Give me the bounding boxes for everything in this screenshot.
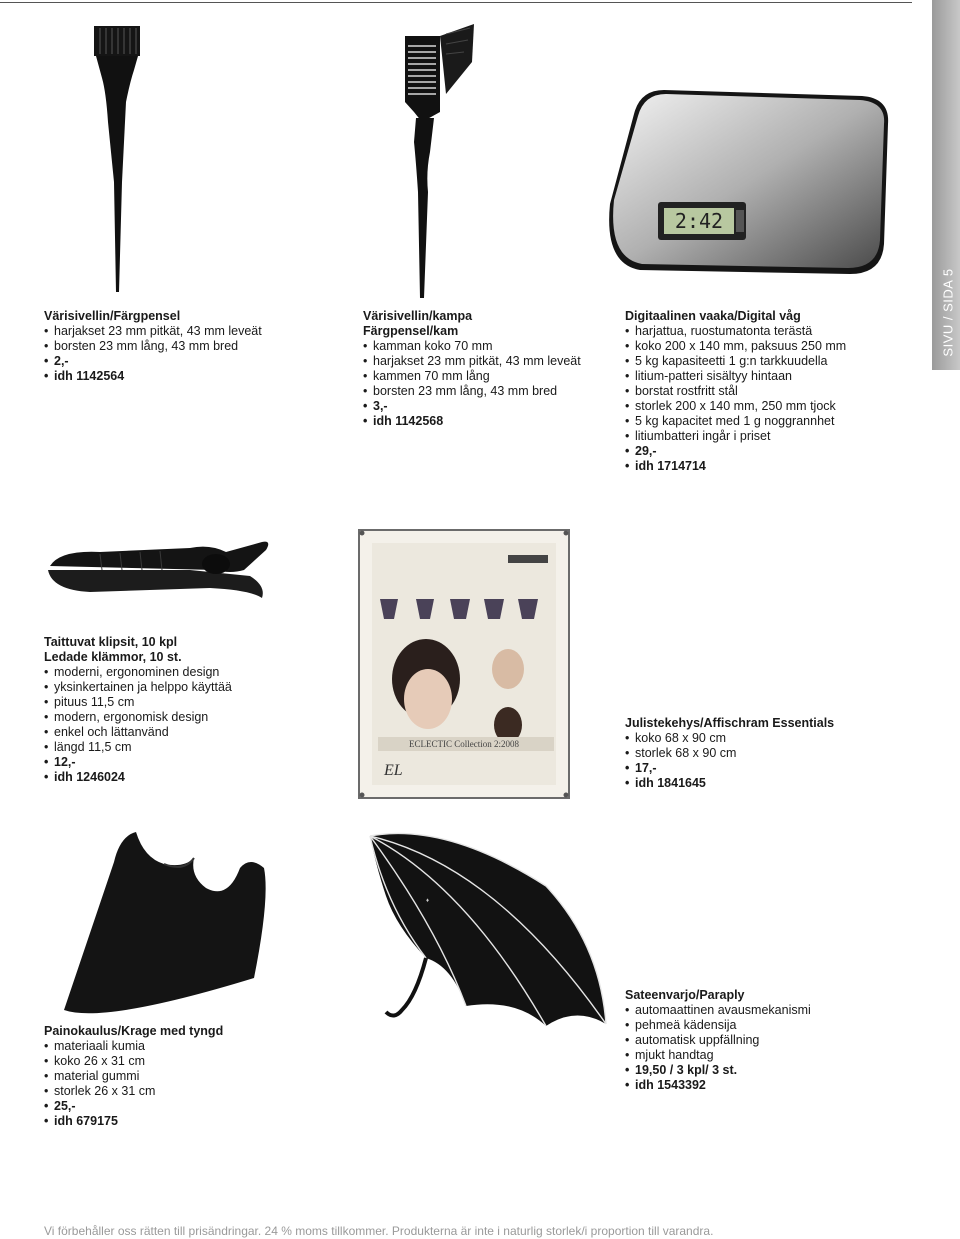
spec-item: • modern, ergonomisk design xyxy=(44,710,334,725)
product-specs-sv xyxy=(44,1069,334,1099)
spec-item: • storlek 26 x 31 cm xyxy=(44,1084,334,1099)
spec-item: • kamman koko 70 mm xyxy=(363,339,623,354)
product-title: Julistekehys/Affischram Essentials xyxy=(625,716,835,730)
spec-item: • storlek 68 x 90 cm xyxy=(625,746,915,761)
page-side-tab xyxy=(932,0,960,370)
product-specs-sv xyxy=(625,1033,915,1063)
spec-item: • harjattua, ruostumatonta terästä xyxy=(625,324,915,339)
brush-comb-image xyxy=(400,22,480,300)
product-title-sv: Färgpensel/kam xyxy=(363,324,459,338)
product-specs-fi xyxy=(363,339,623,369)
product-price-block xyxy=(625,444,915,474)
svg-text:EL: EL xyxy=(384,762,403,779)
spec-item: • borstat rostfritt stål xyxy=(625,384,915,399)
product-poster-frame xyxy=(625,716,915,791)
product-price: • 12,- xyxy=(44,755,334,770)
spec-item: • borsten 23 mm lång, 43 mm bred xyxy=(363,384,623,399)
spec-item: • längd 11,5 cm xyxy=(44,740,334,755)
product-title: Taittuvat klipsit, 10 kpl xyxy=(44,635,178,649)
product-brush-comb xyxy=(363,309,623,429)
spec-item: • koko 68 x 90 cm xyxy=(625,731,915,746)
weighted-collar-image xyxy=(44,828,274,1024)
spec-item: • mjukt handtag xyxy=(625,1048,915,1063)
product-code: • idh 1142564 xyxy=(44,369,324,384)
product-title: Digitaalinen vaaka/Digital våg xyxy=(625,309,801,323)
spec-item: • automaattinen avausmekanismi xyxy=(625,1003,915,1018)
spec-item: • enkel och lättanvänd xyxy=(44,725,334,740)
product-price-block xyxy=(363,399,623,429)
product-code: • idh 1543392 xyxy=(625,1078,915,1093)
spec-item: • litium-patteri sisältyy hintaan xyxy=(625,369,915,384)
spec-item: • pituus 11,5 cm xyxy=(44,695,334,710)
spec-item: • harjakset 23 mm pitkät, 43 mm leveät xyxy=(44,324,324,339)
spec-item: • koko 26 x 31 cm xyxy=(44,1054,334,1069)
hair-clip-image xyxy=(40,530,280,610)
product-code: • idh 679175 xyxy=(44,1114,334,1129)
product-specs-fi xyxy=(625,1003,915,1033)
product-price: • 25,- xyxy=(44,1099,334,1114)
product-title: Värisivellin/Färgpensel xyxy=(44,309,181,323)
spec-item: • borsten 23 mm lång, 43 mm bred xyxy=(44,339,324,354)
product-code: • idh 1246024 xyxy=(44,770,334,785)
product-price: • 3,- xyxy=(363,399,623,414)
svg-text:2:42: 2:42 xyxy=(674,209,724,233)
spec-item: • storlek 200 x 140 mm, 250 mm tjock xyxy=(625,399,915,414)
digital-scale-image xyxy=(600,84,896,284)
product-title-sv: Ledade klämmor, 10 st. xyxy=(44,650,182,664)
product-tint-brush xyxy=(44,309,324,384)
product-price-block xyxy=(44,354,324,384)
svg-text:♦: ♦ xyxy=(426,898,430,904)
spec-item: • kammen 70 mm lång xyxy=(363,369,623,384)
product-specs-sv xyxy=(44,710,334,755)
spec-item: • litiumbatteri ingår i priset xyxy=(625,429,915,444)
product-price-block xyxy=(44,755,334,785)
product-code: • idh 1142568 xyxy=(363,414,623,429)
product-weighted-collar xyxy=(44,1024,334,1129)
spec-item: • material gummi xyxy=(44,1069,334,1084)
footer-disclaimer: Vi förbehåller oss rätten till prisändringar. 24 % moms tillkommer. Produkterna är inte i naturlig storlek/i proportion till varandra. xyxy=(44,1224,714,1238)
product-price-block xyxy=(625,761,915,791)
spec-item: • pehmeä kädensija xyxy=(625,1018,915,1033)
tint-brush-image xyxy=(86,22,156,300)
product-price: • 17,- xyxy=(625,761,915,776)
product-digital-scale xyxy=(625,309,915,474)
product-umbrella xyxy=(625,988,915,1093)
spec-item: • materiaali kumia xyxy=(44,1039,334,1054)
product-hair-clips xyxy=(44,635,334,785)
product-specs-fi xyxy=(44,665,334,710)
poster-caption: ECLECTIC Collection 2:2008 xyxy=(409,739,519,749)
spec-item: • automatisk uppfällning xyxy=(625,1033,915,1048)
spec-item: • moderni, ergonominen design xyxy=(44,665,334,680)
product-specs-sv xyxy=(625,384,915,444)
umbrella-image xyxy=(356,826,608,1070)
product-title: Värisivellin/kampa xyxy=(363,309,473,323)
top-rule xyxy=(0,2,912,3)
poster-frame-image xyxy=(358,529,570,799)
spec-item: • harjakset 23 mm pitkät, 43 mm leveät xyxy=(363,354,623,369)
spec-item: • yksinkertainen ja helppo käyttää xyxy=(44,680,334,695)
product-price: • 2,- xyxy=(44,354,324,369)
product-specs-fi xyxy=(625,324,915,384)
spec-item: • koko 200 x 140 mm, paksuus 250 mm xyxy=(625,339,915,354)
page-number-label: SIVU / SIDA 5 xyxy=(940,268,956,357)
product-price: • 29,- xyxy=(625,444,915,459)
spec-item: • 5 kg kapacitet med 1 g noggrannhet xyxy=(625,414,915,429)
product-title: Painokaulus/Krage med tyngd xyxy=(44,1024,224,1038)
spec-item: • 5 kg kapasiteetti 1 g:n tarkkuudella xyxy=(625,354,915,369)
product-code: • idh 1714714 xyxy=(625,459,915,474)
product-code: • idh 1841645 xyxy=(625,776,915,791)
product-title: Sateenvarjo/Paraply xyxy=(625,988,745,1002)
product-specs-fi xyxy=(44,1039,334,1069)
product-specs-fi xyxy=(44,324,324,354)
product-price-block xyxy=(44,1099,334,1129)
product-specs-sv xyxy=(363,369,623,399)
product-price-block xyxy=(625,1063,915,1093)
product-price: • 19,50 / 3 kpl/ 3 st. xyxy=(625,1063,915,1078)
product-specs xyxy=(625,731,915,761)
